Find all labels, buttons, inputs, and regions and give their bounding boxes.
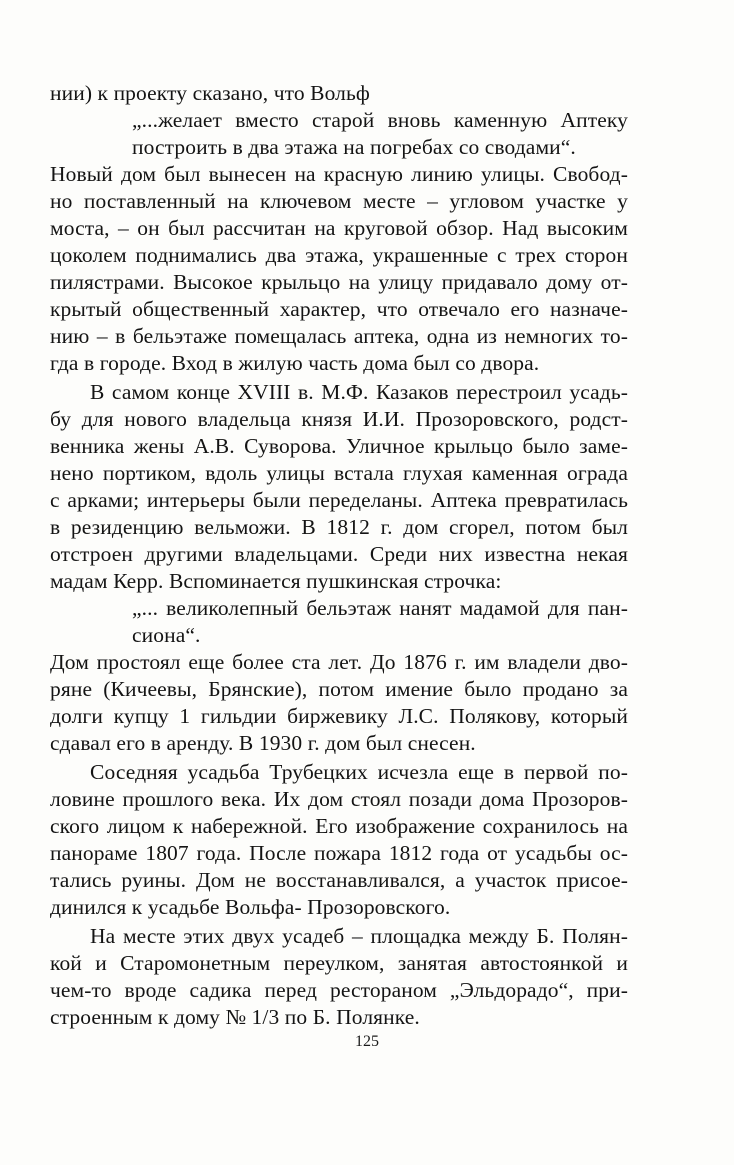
quote-line: „... великолепный бельэтаж нанят мадамой для пан- — [132, 596, 628, 620]
text-line: мадам Керр. Вспоминается пушкинская строчка: — [50, 569, 502, 593]
text-line: динился к усадьбе Вольфа- Прозоровского. — [50, 895, 451, 919]
paragraph-first-line: На месте этих двух усадеб – площадка между Б. Полян- — [90, 924, 628, 948]
text-line: долги купцу 1 гильдии биржевику Л.С. Полякову, который — [50, 704, 628, 728]
text-line: в резиденцию вельможи. В 1812 г. дом сгорел, потом был — [50, 515, 628, 539]
text-line: но поставленный на ключевом месте – угловом участке у — [50, 189, 628, 213]
text-line: пилястрами. Высокое крыльцо на улицу придавало дому от- — [50, 270, 628, 294]
text-line: строенным к дому № 1/3 по Б. Полянке. — [50, 1005, 420, 1029]
text-line: нию – в бельэтаже помещалась аптека, одна из немногих то- — [50, 324, 628, 348]
text-line: Новый дом был вынесен на красную линию улицы. Свобод- — [50, 162, 628, 186]
text-line: чем-то вроде садика перед рестораном „Эльдорадо“, при- — [50, 978, 628, 1002]
text-line: Дом простоял еще более ста лет. До 1876 г. им владели дво- — [50, 650, 628, 674]
text-line: сдавал его в аренду. В 1930 г. дом был снесен. — [50, 731, 476, 755]
text-line: гда в городе. Вход в жилую часть дома был со двора. — [50, 351, 540, 375]
text-line: нено портиком, вдоль улицы встала глухая каменная ограда — [50, 461, 628, 485]
paragraph-first-line: В самом конце XVIII в. М.Ф. Казаков перестроил усадь- — [90, 380, 628, 404]
page-number: 125 — [355, 1033, 379, 1050]
quote-line: построить в два этажа на погребах со сводами“. — [132, 135, 576, 159]
text-line: ряне (Кичеевы, Брянские), потом имение было продано за — [50, 677, 628, 701]
text-line: тались руины. Дом не восстанавливался, а участок присое- — [50, 868, 628, 892]
text-line: ского лицом к набережной. Его изображение сохранилось на — [50, 814, 628, 838]
paragraph-first-line: Соседняя усадьба Трубецких исчезла еще в первой по- — [90, 760, 628, 784]
text-line: ловине прошлого века. Их дом стоял позади дома Прозоров- — [50, 787, 628, 811]
text-line: отстроен другими владельцами. Среди них известна некая — [50, 542, 628, 566]
text-line: бу для нового владельца князя И.И. Прозоровского, родст- — [50, 407, 628, 431]
text-line: крытый общественный характер, что отвечало его назначе- — [50, 297, 628, 321]
quote-line: сиона“. — [132, 623, 201, 647]
text-line: моста, – он был рассчитан на круговой обзор. Над высоким — [50, 216, 628, 240]
text-line: нии) к проекту сказано, что Вольф — [50, 81, 370, 105]
text-line: панораме 1807 года. После пожара 1812 года от усадьбы ос- — [50, 841, 628, 865]
text-line: кой и Старомонетным переулком, занятая автостоянкой и — [50, 951, 628, 975]
text-line: с арками; интерьеры были переделаны. Аптека превратилась — [50, 488, 628, 512]
quote-line: „...желает вместо старой вновь каменную Аптеку — [132, 108, 628, 132]
text-line: цоколем поднимались два этажа, украшенные с трех сторон — [50, 243, 628, 267]
text-line: венника жены А.В. Суворова. Уличное крыльцо было заме- — [50, 434, 628, 458]
